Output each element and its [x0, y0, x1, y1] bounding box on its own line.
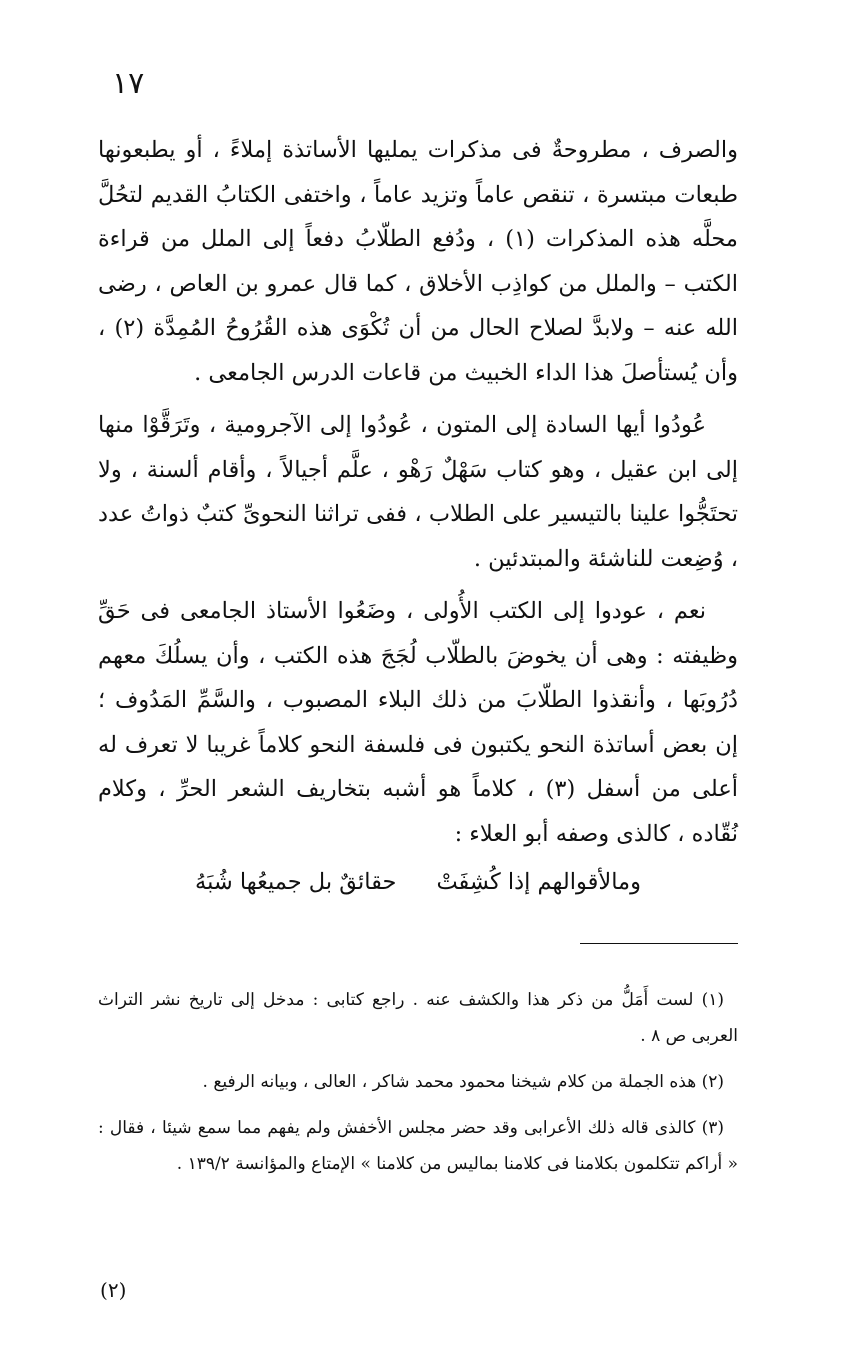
footnote-2: (٢) هذه الجملة من كلام شيخنا محمود محمد شاكر ، العالى ، وبيانه الرفيع .	[202, 1072, 724, 1092]
main-text	[98, 128, 738, 904]
paragraph-2: عُودُوا أيها السادة إلى المتون ، عُودُوا إلى الآجرومية ، وتَرَقَّوْا منها إلى ابن عقيل ، وهو كتاب سَهْلٌ رَهْو ، علَّم أجيالاً ، وأقام ألسنة ، ولا تحتَجُّوا علينا بالتيسير على الطلاب ، ففى تراثنا النحوىِّ كتبٌ ذواتُ عدد ، وُضِعت للناشئة والمبتدئين .	[98, 412, 738, 572]
paragraph-1: والصرف ، مطروحةٌ فى مذكرات يمليها الأساتذة إملاءً ، أو يطبعونها طبعات مبتسرة ، تنقص عاماً وتزيد عاماً ، واختفى الكتابُ القديم لتحُلَّ محلَّه هذه المذكرات (١) ، ودُفع الطلّابُ دفعاً إلى الملل من قراءة الكتب – والملل من كواذِب الأخلاق ، كما قال عمرو بن العاص ، رضى الله عنه – ولابدَّ لصلاح الحال من أن تُكْوَى هذه القُرُوحُ المُمِدَّة (٢) ، وأن يُستأصلَ هذا الداء الخبيث من قاعات الدرس الجامعى .	[98, 137, 738, 386]
verse-second-hemistich: حقائقٌ بل جميعُها شُبَهُ	[195, 869, 397, 895]
page-number: ١٧	[112, 66, 145, 101]
footnotes	[98, 982, 738, 1192]
footnote-separator	[580, 943, 738, 944]
signature-mark: (٢)	[100, 1278, 127, 1302]
poem-verse	[98, 860, 738, 904]
verse-first-hemistich: ومالأقوالهم إذا كُشِفَتْ	[436, 869, 641, 895]
paragraph-3: نعم ، عودوا إلى الكتب الأُولى ، وضَعُوا الأستاذ الجامعى فى حَقِّ وظيفته : وهى أن يخوضَ بالطلّاب لُجَجَ هذه الكتب ، وأن يسلُكَ معهم دُرُوبَها ، وأنقذوا الطلّابَ من ذلك البلاء المصبوب ، والسَّمِّ المَدُوف ؛ إن بعض أساتذة النحو يكتبون فى فلسفة النحو كلاماً غريبا لا تعرف له أعلى من أسفل (٣) ، كلاماً هو أشبه بتخاريف الشعر الحرِّ ، وكلام نُقّاده ، كالذى وصفه أبو العلاء :	[98, 598, 738, 847]
footnote-3: (٣) كالذى قاله ذلك الأعرابى وقد حضر مجلس الأخفش ولم يفهم مما سمع شيئا ، فقال : « أراكم تتكلمون بكلامنا فى كلامنا بماليس من كلامنا » الإمتاع والمؤانسة ١٣٩/٢ .	[98, 1118, 738, 1174]
footnote-1: (١) لست أَمَلُّ من ذكر هذا والكشف عنه . راجع كتابى : مدخل إلى تاريخ نشر التراث العربى ص ٨ .	[98, 990, 738, 1046]
